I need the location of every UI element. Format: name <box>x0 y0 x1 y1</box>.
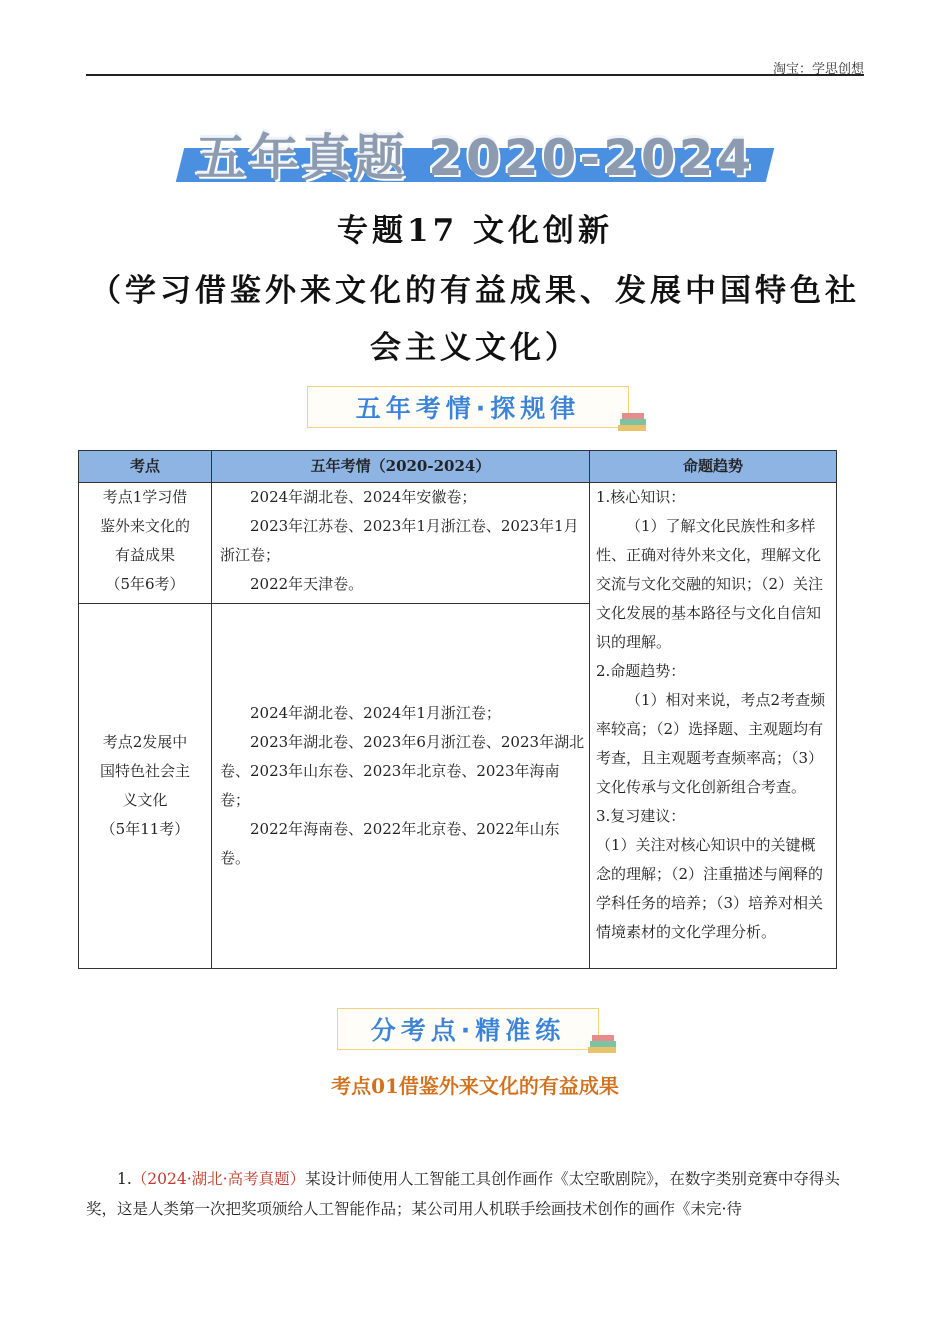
history-cell <box>212 483 590 604</box>
header-divider <box>86 74 864 76</box>
question-source: （2024·湖北·高考真题） <box>131 1170 306 1188</box>
books-icon <box>616 411 650 433</box>
topic-line: 考点2发展中 <box>102 733 188 751</box>
header-trend: 命题趋势 <box>590 451 837 483</box>
topic-line: （5年6考） <box>105 575 185 593</box>
history-line: 2022年海南卷、2022年北京卷、2022年山东卷。 <box>220 820 560 867</box>
topic-subtitle-line2: 会主义文化） <box>370 330 580 366</box>
topic-line: 考点1学习借 <box>102 488 188 506</box>
trend-heading: 1.核心知识： <box>596 488 686 506</box>
topic-subtitle-line1: （学习借鉴外来文化的有益成果、发展中国特色社 <box>90 273 860 309</box>
table-header-row <box>79 451 837 483</box>
history-line: 2023年江苏卷、2023年1月浙江卷、2023年1月浙江卷； <box>220 517 579 564</box>
topic-cell <box>79 483 212 604</box>
trend-cell <box>590 483 837 969</box>
topic-line: 国特色社会主 <box>99 762 190 780</box>
banner-text: 五年真题 2020-2024 <box>195 129 755 187</box>
table-row <box>79 483 837 604</box>
trend-text: （1）了解文化民族性和多样性、正确对待外来文化，理解文化交流与文化交融的知识；（2）关注文化发展的基本路径与文化自信知识的理解。 <box>596 517 824 651</box>
topic-line: 义文化 <box>122 791 168 809</box>
question-item <box>86 1164 864 1224</box>
title-banner <box>180 118 770 187</box>
topic-line: （5年11考） <box>100 820 190 838</box>
question-number: 1. <box>117 1170 132 1188</box>
topic-cell <box>79 604 212 969</box>
subsection-title: 考点01借鉴外来文化的有益成果 <box>331 1074 619 1098</box>
overview-section-badge <box>307 386 629 428</box>
header-history: 五年考情（2020-2024） <box>212 451 590 483</box>
history-cell <box>212 604 590 969</box>
header-topic: 考点 <box>79 451 212 483</box>
trend-heading: 3.复习建议： <box>596 807 686 825</box>
history-line: 2023年湖北卷、2023年6月浙江卷、2023年湖北卷、2023年山东卷、2023年北京卷、2023年海南卷； <box>220 733 585 809</box>
practice-section-badge <box>337 1008 599 1050</box>
question-text: 某设计师使用人工智能工具创作画作《太空歌剧院》，在数字类别竞赛中夺得头奖，这是人类第一次把奖项颁给人工智能作品；某公司用人机联手绘画技术创作的画作《未完·待 <box>86 1170 840 1218</box>
history-line: 2024年湖北卷、2024年安徽卷； <box>250 488 477 506</box>
history-line: 2024年湖北卷、2024年1月浙江卷； <box>250 704 501 722</box>
books-icon <box>586 1033 620 1055</box>
trend-text: （1）相对来说，考点2考查频率较高；（2）选择题、主观题均有考查，且主观题考查频率高；（3）文化传承与文化创新组合考查。 <box>596 691 826 796</box>
practice-section-label: 分考点·精准练 <box>370 1016 566 1045</box>
history-line: 2022年天津卷。 <box>250 575 364 593</box>
trend-heading: 2.命题趋势： <box>596 662 686 680</box>
trend-text: （1）关注对核心知识中的关键概念的理解；（2）注重描述与阐释的学科任务的培养；（3）培养对相关情境素材的文化学理分析。 <box>596 836 824 941</box>
topic-title: 专题17 文化创新 <box>337 213 613 249</box>
overview-section-label: 五年考情·探规律 <box>355 394 581 423</box>
topic-line: 有益成果 <box>114 546 175 564</box>
exam-overview-table <box>78 450 837 969</box>
header-note: 淘宝：学思创想 <box>772 62 864 77</box>
topic-line: 鉴外来文化的 <box>99 517 190 535</box>
